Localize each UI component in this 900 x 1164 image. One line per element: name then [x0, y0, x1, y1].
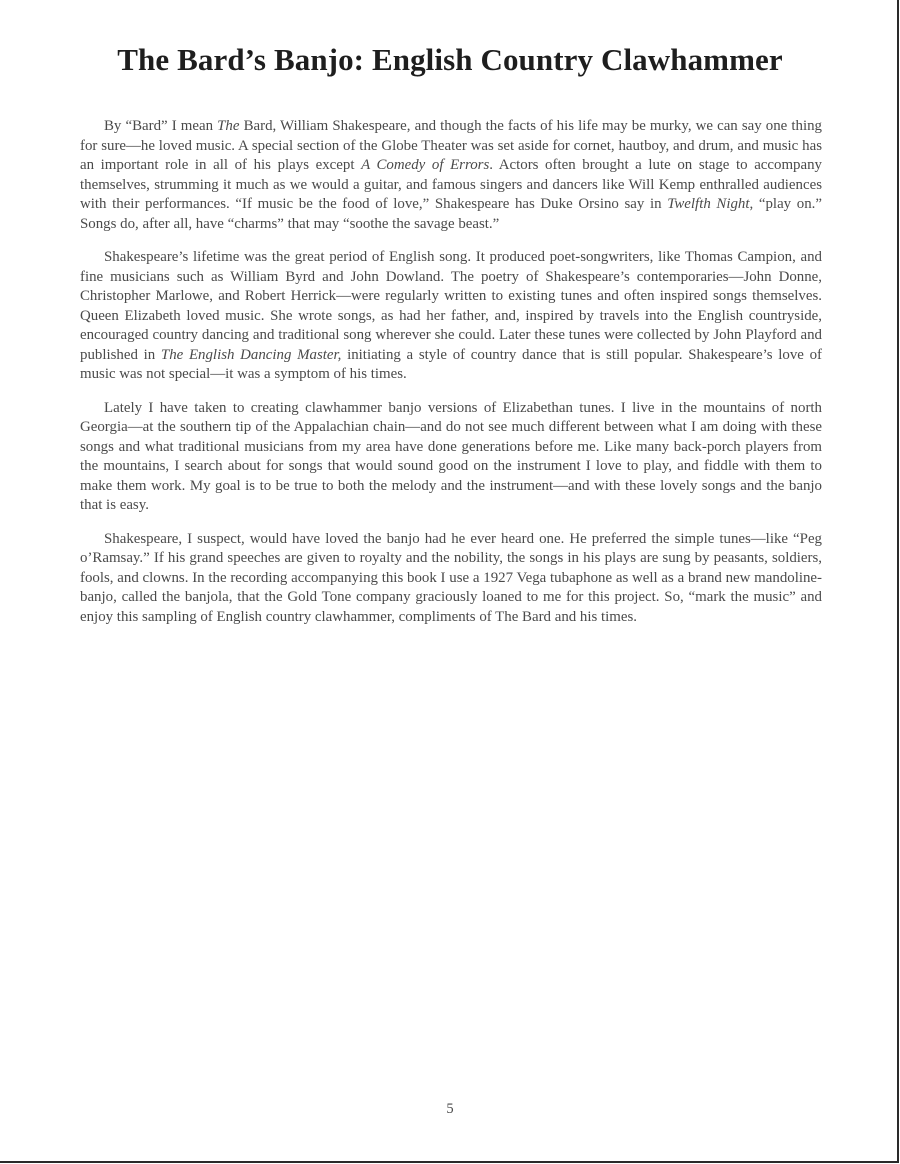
paragraph-3-text: Lately I have taken to creating clawhammer banjo versions of Elizabethan tunes. I live in the mountains of north Georgia—at the southern tip of the Appalachian chain—and do not see much different between what I am doing with these songs and what traditional musicians from my area have done generations before me. Like many back-porch players from the mountains, I search about for songs that would sound good on the instrument I love to play, and fiddle with them to make them work. My goal is to be true to both the melody and the instrument—and with these lovely songs and the banjo that is easy.: [80, 399, 822, 513]
paragraph-1-italic-b: A Comedy of Errors: [361, 157, 490, 173]
paragraph-1-italic-c: Twelfth Night: [667, 196, 750, 212]
paragraph-2: [80, 248, 822, 385]
paragraph-2-text-a: Shakespeare’s lifetime was the great period of English song. It produced poet-songwriters, like Thomas Campion, and fine musicians such as William Byrd and John Dowland. The poetry of Shakespeare’s contemporaries—John Donne, Christopher Marlowe, and Robert Herrick—were regularly written to existing tunes and often inspired songs themselves. Queen Elizabeth loved music. She wrote songs, as had her father, and, inspired by travels into the English countryside, encouraged country dancing and traditional song wherever she could. Later these tunes were collected by John Playford and published in: [80, 249, 822, 363]
paragraph-3: [80, 399, 822, 516]
paragraph-1-text-b: Bard, William Shakespeare, and though the facts of his life may be murky, we can say one thing for sure—he loved music. A special section of the Globe Theater was set aside for cornet, hautboy, and drum, and music has an important role in all of his plays except: [80, 118, 822, 173]
page-title: The Bard’s Banjo: English Country Clawhammer: [117, 42, 783, 77]
paragraph-1: [80, 117, 822, 234]
paragraph-1-text-a: By “Bard” I mean: [104, 118, 218, 134]
page-number: 5: [446, 1101, 454, 1117]
paragraph-4-text: Shakespeare, I suspect, would have loved the banjo had he ever heard one. He preferred the simple tunes—like “Peg o’Ramsay.” If his grand speeches are given to royalty and the nobility, the songs in his plays are sung by peasants, soldiers, fools, and clowns. In the recording accompanying this book I use a 1927 Vega tubaphone as well as a brand new mandoline-banjo, called the banjola, that the Gold Tone company graciously loaned to me for this project. So, “mark the music” and enjoy this sampling of English country clawhammer, compliments of The Bard and his times.: [80, 530, 822, 625]
paragraph-2-text-b: initiating a style of country dance that is still popular. Shakespeare’s love of music was not special—it was a symptom of his times.: [80, 346, 823, 382]
paragraph-2-italic-a: The English Dancing Master,: [160, 346, 342, 363]
body-text: [80, 117, 822, 641]
paragraph-1-italic-a: The: [217, 118, 240, 134]
paragraph-1-text-d: , “play on.” Songs do, after all, have “charms” that may “soothe the savage beast.”: [80, 196, 822, 232]
paragraph-1-text-c: . Actors often brought a lute on stage to accompany themselves, strumming it much as we would a guitar, and famous singers and dancers like Will Kemp enthralled audiences with their performances. “If music be the food of love,” Shakespeare has Duke Orsino say in: [80, 157, 822, 212]
paragraph-4: [80, 530, 822, 628]
